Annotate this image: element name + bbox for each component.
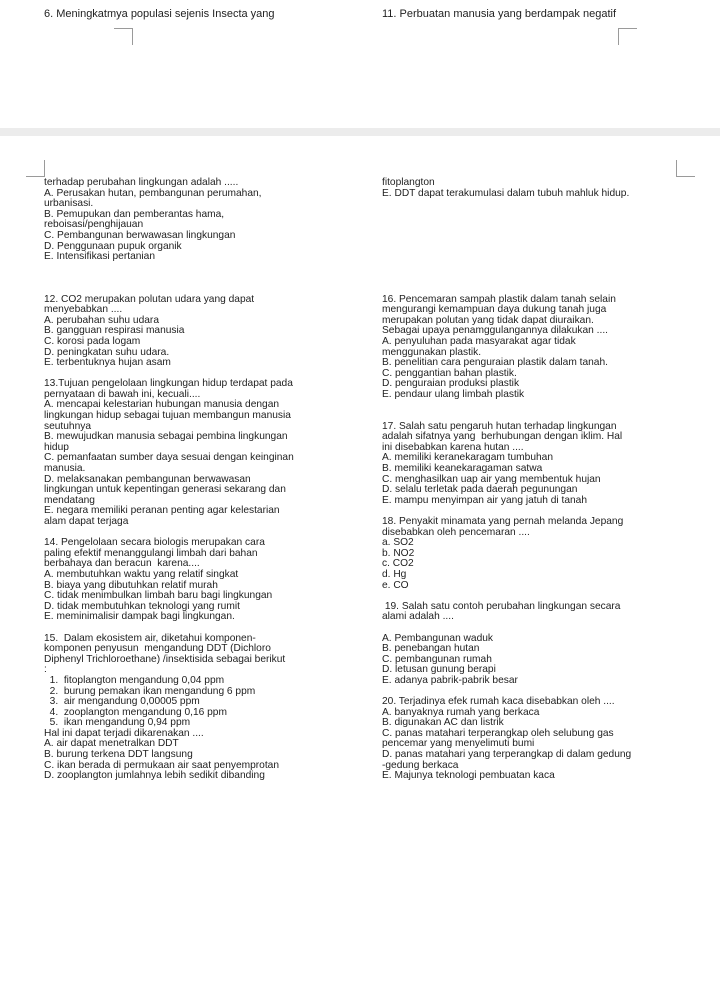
left-column-text-line: Diphenyl Trichloroethane) /insektisida sebagai berikut bbox=[44, 653, 286, 665]
right-column-spacer bbox=[382, 220, 714, 231]
left-column-text-line: : bbox=[44, 664, 47, 676]
right-column-text-line: D. letusan gunung berapi bbox=[382, 664, 496, 676]
left-column-text-line: hidup bbox=[44, 441, 69, 453]
left-column-spacer bbox=[44, 273, 374, 284]
crop-mark-top-left bbox=[114, 28, 133, 45]
left-column-text-line: D. zooplangton jumlahnya lebih sedikit dibanding bbox=[44, 770, 265, 782]
left-column-text-line: A. mencapai kelestarian hubungan manusia dengan bbox=[44, 399, 280, 411]
right-column-text-line: fitoplangton bbox=[382, 177, 435, 188]
right-column-spacer bbox=[382, 199, 714, 210]
right-column-text-line: c. CO2 bbox=[382, 558, 414, 570]
right-column-spacer bbox=[382, 400, 714, 411]
left-column-text-line: paling efektif menanggulangi limbah dari bahan bbox=[44, 547, 258, 559]
crop-mark-mid-right bbox=[676, 160, 695, 177]
left-column-text-line: reboisasi/penghijauan bbox=[44, 219, 144, 231]
right-column-spacer bbox=[382, 210, 714, 221]
left-column-text-line: A. perubahan suhu udara bbox=[44, 314, 159, 326]
left-column-text-line: lingkungan hidup sebagai tujuan membangun manusia bbox=[44, 410, 291, 422]
left-column-text-line: Hal ini dapat terjadi dikarenakan .... bbox=[44, 727, 204, 739]
left-column-spacer bbox=[44, 623, 374, 634]
left-column-text-line: A. Perusakan hutan, pembangunan perumahan, bbox=[44, 187, 262, 199]
left-column-text-line: 2. burung pemakan ikan mengandung 6 ppm bbox=[44, 685, 256, 697]
left-column-text-line: terhadap perubahan lingkungan adalah ..... bbox=[44, 177, 239, 188]
right-column-text-line: 17. Salah satu pengaruh hutan terhadap lingkungan bbox=[382, 420, 617, 432]
right-column-text-line: A. memiliki keranekaragam tumbuhan bbox=[382, 452, 553, 464]
right-column-spacer bbox=[382, 273, 714, 284]
right-column-spacer bbox=[382, 231, 714, 242]
right-column-text-line: D. panas matahari yang terperangkap di dalam gedung bbox=[382, 749, 632, 761]
left-column-text-line: B. Pemupukan dan pemberantas hama, bbox=[44, 208, 225, 220]
right-question-column bbox=[382, 178, 714, 782]
right-column-text-line: b. NO2 bbox=[382, 547, 415, 559]
right-column-text-line: -gedung berkaca bbox=[382, 759, 459, 771]
left-column-text-line: 15. Dalam ekosistem air, diketahui komponen- bbox=[44, 632, 256, 644]
right-column-text-line: B. penebangan hutan bbox=[382, 643, 480, 655]
left-column-text-line: C. pemanfaatan sumber daya sesuai dengan keinginan bbox=[44, 452, 294, 464]
left-column-text-line: 4. zooplangton mengandung 0,16 ppm bbox=[44, 706, 227, 718]
left-column-text-line: mendatang bbox=[44, 494, 95, 506]
right-column-text-line: A. banyaknya rumah yang berkaca bbox=[382, 706, 540, 718]
left-column-text-line: D. Penggunaan pupuk organik bbox=[44, 240, 182, 252]
right-column-text-line: D. selalu terletak pada daerah pegunungan bbox=[382, 484, 578, 496]
left-column-text-line: 12. CO2 merupakan polutan udara yang dapat bbox=[44, 293, 255, 305]
left-column-text-line: B. gangguan respirasi manusia bbox=[44, 325, 185, 337]
right-column-spacer bbox=[382, 252, 714, 263]
left-column-text-line: C. Pembangunan berwawasan lingkungan bbox=[44, 229, 236, 241]
right-column-text-line: 16. Pencemaran sampah plastik dalam tanah selain bbox=[382, 293, 616, 305]
right-column-text-line: B. digunakan AC dan listrik bbox=[382, 717, 504, 729]
right-column-text-line: E. adanya pabrik-pabrik besar bbox=[382, 674, 518, 686]
right-column-spacer bbox=[382, 263, 714, 274]
right-column-text-line: E. DDT dapat terakumulasi dalam tubuh mahluk hidup. bbox=[382, 187, 630, 199]
question-11-header: 11. Perbuatan manusia yang berdampak negatif bbox=[382, 8, 617, 20]
left-column-text-line: C. tidak menimbulkan limbah baru bagi lingkungan bbox=[44, 590, 273, 602]
right-column-text-line: alami adalah .... bbox=[382, 611, 454, 623]
right-column-text-line: merupakan polutan yang tidak dapat diuraikan. bbox=[382, 314, 594, 326]
left-column-text-line: C. ikan berada di permukaan air saat penyemprotan bbox=[44, 759, 280, 771]
right-column-text-line: C. menghasilkan uap air yang membentuk hujan bbox=[382, 473, 601, 485]
left-column-text-line: A. membutuhkan waktu yang relatif singkat bbox=[44, 568, 239, 580]
left-column-text-line: komponen penyusun mengandung DDT (Dichloro bbox=[44, 643, 271, 655]
right-column-text-line: a. SO2 bbox=[382, 537, 414, 549]
right-column-text-line: B. memiliki keanekaragaman satwa bbox=[382, 463, 543, 475]
left-column-text-line: B. mewujudkan manusia sebagai pembina lingkungan bbox=[44, 431, 288, 443]
left-column-text-line: E. Intensifikasi pertanian bbox=[44, 251, 155, 263]
left-column-text-line: D. peningkatan suhu udara. bbox=[44, 346, 170, 358]
right-column-text-line: e. CO bbox=[382, 579, 409, 591]
right-column-text-line: D. penguraian produksi plastik bbox=[382, 378, 520, 390]
left-column-text-line: C. korosi pada logam bbox=[44, 335, 141, 347]
right-column-text-line: disebabkan oleh pencemaran .... bbox=[382, 526, 530, 538]
left-column-text-line: manusia. bbox=[44, 463, 86, 475]
left-column-spacer bbox=[44, 284, 374, 295]
left-column-text-line: seutuhnya bbox=[44, 420, 92, 432]
right-column-text-line: A. penyuluhan pada masyarakat agar tidak bbox=[382, 335, 576, 347]
right-column-text-line: menggunakan plastik. bbox=[382, 346, 482, 358]
page-separator bbox=[0, 128, 720, 136]
left-column-text-line: D. melaksanakan pembangunan berwawasan bbox=[44, 473, 251, 485]
left-column-text-line: 13.Tujuan pengelolaan lingkungan hidup terdapat pada bbox=[44, 378, 293, 390]
left-column-text-line: E. meminimalisir dampak bagi lingkungan. bbox=[44, 611, 235, 623]
right-column-text-line: 18. Penyakit minamata yang pernah melanda Jepang bbox=[382, 516, 624, 527]
left-column-text-line: urbanisasi. bbox=[44, 198, 94, 210]
right-column-text-line: pencemar yang menyelimuti bumi bbox=[382, 738, 535, 750]
left-question-column bbox=[44, 178, 374, 782]
question-6-header: 6. Meningkatmya populasi sejenis Insecta yang bbox=[44, 8, 275, 20]
left-column-text-line: E. negara memiliki peranan penting agar kelestarian bbox=[44, 505, 280, 517]
right-column-spacer bbox=[382, 242, 714, 253]
left-column-text-line: alam dapat terjaga bbox=[44, 516, 129, 527]
left-column-text-line: pernyataan di bawah ini, kecuali.... bbox=[44, 388, 201, 400]
right-column-text-line: 20. Terjadinya efek rumah kaca disebabkan oleh .... bbox=[382, 696, 615, 708]
left-column-text-line: D. tidak membutuhkan teknologi yang rumit bbox=[44, 600, 240, 612]
left-column-text-line: 3. air mengandung 0,00005 ppm bbox=[44, 696, 200, 708]
right-column-spacer bbox=[382, 623, 714, 634]
right-column-text-line: 19. Salah satu contoh perubahan lingkungan secara bbox=[382, 600, 621, 612]
right-column-text-line: C. penggantian bahan plastik. bbox=[382, 367, 517, 379]
left-column-text-line: B. biaya yang dibutuhkan relatif murah bbox=[44, 579, 218, 591]
left-column-text-line: E. terbentuknya hujan asam bbox=[44, 357, 171, 369]
right-column-text-line: C. panas matahari terperangkap oleh selubung gas bbox=[382, 727, 614, 739]
crop-mark-top-right bbox=[618, 28, 637, 45]
left-column-text-line: B. burung terkena DDT langsung bbox=[44, 749, 193, 761]
left-column-text-line: 5. ikan mengandung 0,94 ppm bbox=[44, 717, 191, 729]
left-column-text-line: 1. fitoplangton mengandung 0,04 ppm bbox=[44, 674, 225, 686]
right-column-text-line: ini disebabkan karena hutan .... bbox=[382, 441, 524, 453]
right-column-text-line: mengurangi kemampuan daya dukung tanah juga bbox=[382, 304, 607, 316]
right-column-text-line: d. Hg bbox=[382, 568, 407, 580]
right-column-text-line: E. Majunya teknologi pembuatan kaca bbox=[382, 770, 555, 782]
crop-mark-mid-left bbox=[26, 160, 45, 177]
right-column-text-line: E. mampu menyimpan air yang jatuh di tanah bbox=[382, 494, 587, 506]
right-column-text-line: B. penelitian cara penguraian plastik dalam tanah. bbox=[382, 357, 608, 369]
right-column-text-line: A. Pembangunan waduk bbox=[382, 632, 494, 644]
right-column-text-line: Sebagai upaya penamggulangannya dilakukan .... bbox=[382, 325, 608, 337]
left-column-text-line: lingkungan untuk kepentingan generasi sekarang dan bbox=[44, 484, 286, 496]
left-column-spacer bbox=[44, 263, 374, 274]
right-column-text-line: E. pendaur ulang limbah plastik bbox=[382, 388, 525, 400]
left-column-text-line: A. air dapat menetralkan DDT bbox=[44, 738, 179, 750]
left-column-text-line: 14. Pengelolaan secara biologis merupakan cara bbox=[44, 537, 265, 549]
right-column-spacer bbox=[382, 284, 714, 295]
right-column-text-line: adalah sifatnya yang berhubungan dengan iklim. Hal bbox=[382, 431, 623, 443]
left-column-text-line: menyebabkan .... bbox=[44, 304, 123, 316]
right-column-text-line: C. pembangunan rumah bbox=[382, 653, 492, 665]
left-column-text-line: berbahaya dan beracun karena.... bbox=[44, 558, 200, 570]
